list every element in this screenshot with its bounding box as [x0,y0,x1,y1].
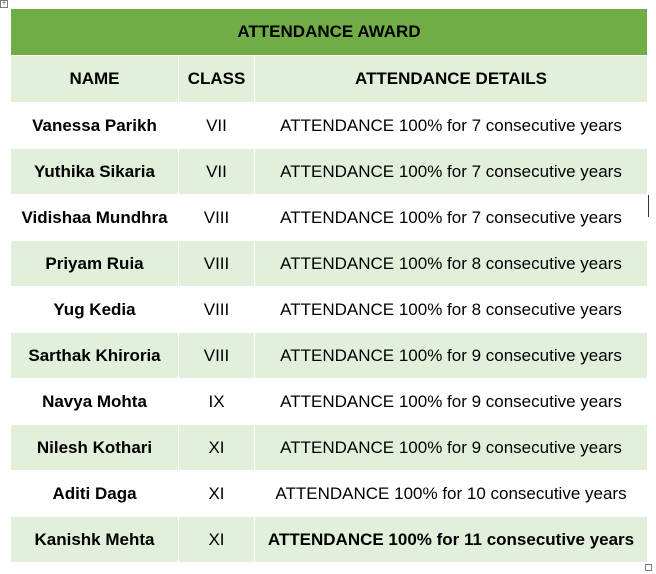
table-row [11,149,648,195]
table-row [11,379,648,425]
class-cell: VIII [179,287,255,333]
table-row [11,103,648,149]
name-cell: Yug Kedia [11,287,179,333]
name-cell: Kanishk Mehta [11,517,179,563]
details-cell: ATTENDANCE 100% for 7 consecutive years [255,149,648,195]
table-row [11,287,648,333]
class-cell: VII [179,103,255,149]
name-cell: Aditi Daga [11,471,179,517]
details-cell: ATTENDANCE 100% for 7 consecutive years [255,103,648,149]
column-header-class: CLASS [179,56,255,103]
name-cell: Navya Mohta [11,379,179,425]
table-row [11,333,648,379]
details-cell: ATTENDANCE 100% for 9 consecutive years [255,425,648,471]
attendance-award-table [10,8,648,563]
text-cursor [648,195,649,217]
table-row [11,241,648,287]
table-move-handle-icon[interactable]: + [1,0,7,7]
name-cell: Nilesh Kothari [11,425,179,471]
details-cell: ATTENDANCE 100% for 9 consecutive years [255,333,648,379]
class-cell: XI [179,471,255,517]
table-header-row [11,56,648,103]
class-cell: IX [179,379,255,425]
table-title-row [11,9,648,56]
column-header-name: NAME [11,56,179,103]
name-cell: Vanessa Parikh [11,103,179,149]
name-cell: Priyam Ruia [11,241,179,287]
table-resize-handle-icon[interactable] [645,564,652,571]
details-cell: ATTENDANCE 100% for 8 consecutive years [255,287,648,333]
details-cell: ATTENDANCE 100% for 8 consecutive years [255,241,648,287]
column-header-attendance-details: ATTENDANCE DETAILS [255,56,648,103]
class-cell: VIII [179,333,255,379]
table-row [11,517,648,563]
class-cell: XI [179,517,255,563]
table-row [11,425,648,471]
class-cell: XI [179,425,255,471]
details-cell: ATTENDANCE 100% for 11 consecutive years [255,517,648,563]
details-cell: ATTENDANCE 100% for 10 consecutive years [255,471,648,517]
table-title: ATTENDANCE AWARD [11,9,648,56]
class-cell: VIII [179,241,255,287]
name-cell: Yuthika Sikaria [11,149,179,195]
name-cell: Vidishaa Mundhra [11,195,179,241]
table-row [11,471,648,517]
class-cell: VII [179,149,255,195]
table-row [11,195,648,241]
name-cell: Sarthak Khiroria [11,333,179,379]
class-cell: VIII [179,195,255,241]
details-cell: ATTENDANCE 100% for 7 consecutive years [255,195,648,241]
details-cell: ATTENDANCE 100% for 9 consecutive years [255,379,648,425]
